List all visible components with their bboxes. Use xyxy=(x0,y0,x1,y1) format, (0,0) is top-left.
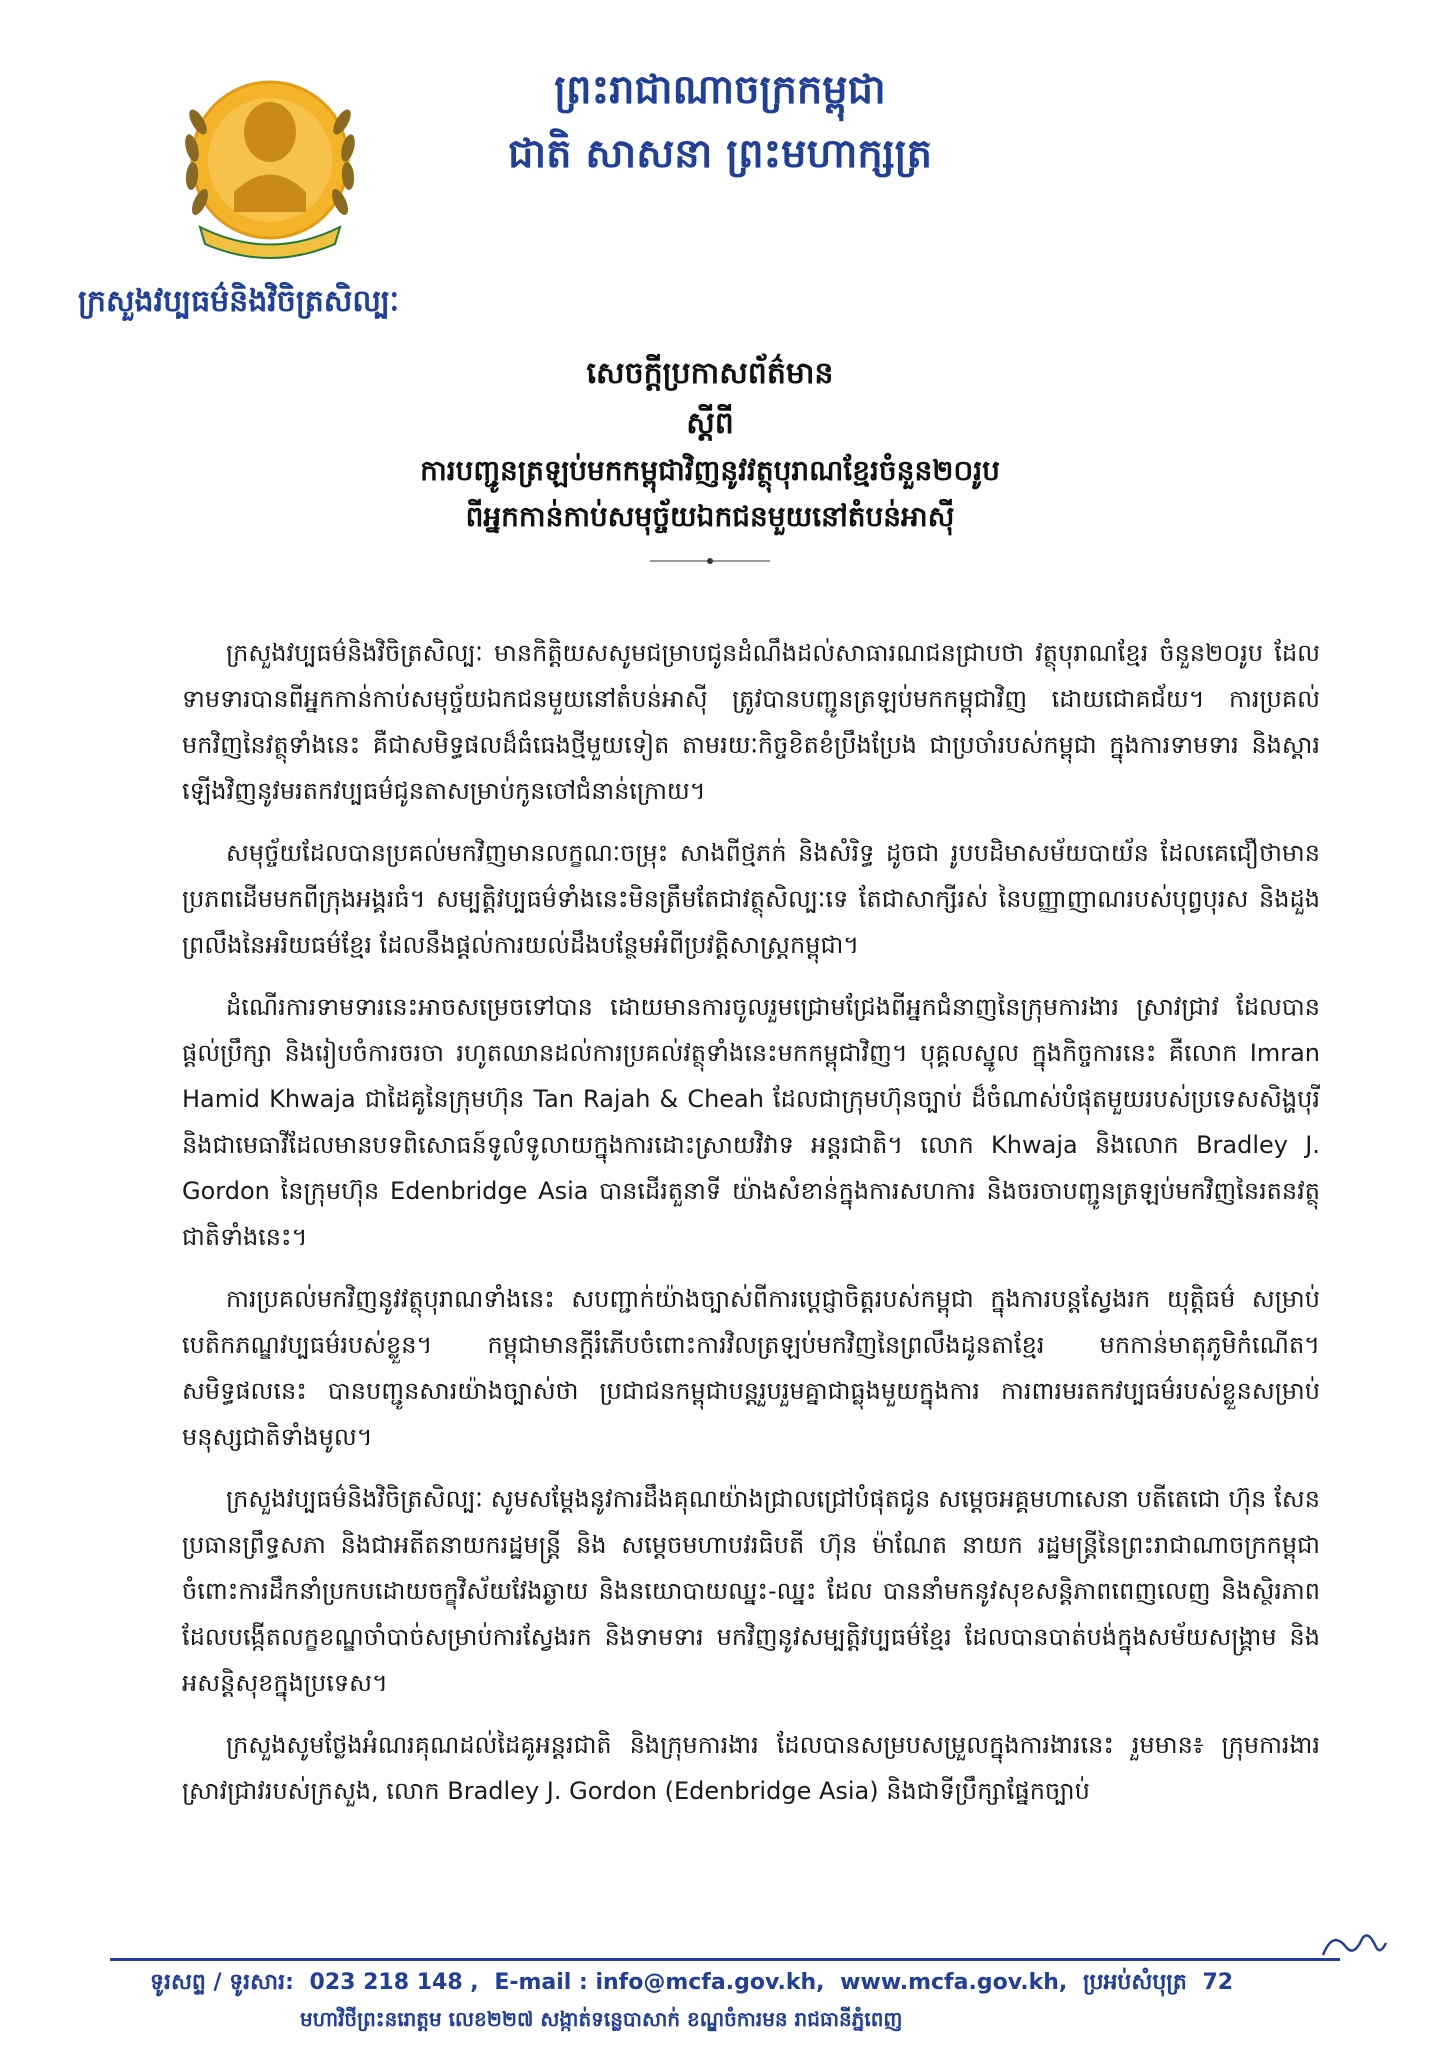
ministry-name: ក្រសួងវប្បធម៌និងវិចិត្រសិល្បៈ xyxy=(78,284,400,319)
body-paragraph: ក្រសួងវប្បធម៌និងវិចិត្រសិល្បៈ សូមសម្តែងនូវការដឹងគុណយ៉ាងជ្រាលជ្រៅបំផុតជូន សម្តេចអគ្គមហាសេនា បតីតេជោ ហ៊ុន សែន ប្រធានព្រឹទ្ធសភា និងជាអតីតនាយករដ្ឋមន្ត្រី និង សម្តេចមហាបវរធិបតី ហ៊ុន ម៉ាណែត នាយក រដ្ឋមន្ត្រីនៃព្រះរាជាណាចក្រកម្ពុជា ចំពោះការដឹកនាំប្រកបដោយចក្ខុវិស័យវែងឆ្ងាយ និងនយោបាយឈ្នះ-ឈ្នះ ដែល បាននាំមកនូវសុខសន្តិភាពពេញលេញ និងស្ថិរភាព ដែលបង្កើតលក្ខខណ្ឌចាំបាច់សម្រាប់ការស្វែងរក និងទាមទារ មកវិញនូវសម្បត្តិវប្បធម៌ខ្មែរ ដែលបានបាត់បង់ក្នុងសម័យសង្គ្រាម និងអសន្តិសុខក្នុងប្រទេស។ xyxy=(182,1485,1320,1697)
title-regarding: ស្តីពី xyxy=(686,406,734,441)
body-paragraph: សមុច្ច័យដែលបានប្រគល់មកវិញមានលក្ខណៈចម្រុះ សាងពីថ្មភក់ និងសំរិទ្ធ ដូចជា រូបបដិមាសម័យបាយ័ន ដែលគេជឿថាមានប្រភពដើមមកពីក្រុងអង្គរធំ។ សម្បត្តិវប្បធម៌ទាំងនេះមិនត្រឹមតែជាវត្ថុសិល្បៈទេ តែជាសាក្សីរស់ នៃបញ្ញាញាណរបស់បុព្វបុរស និងដួងព្រលឹងនៃអរិយធម៌ខ្មែរ ដែលនឹងផ្តល់ការយល់ដឹងបន្ថែមអំពីប្រវត្តិសាស្ត្រកម្ពុជា។ xyxy=(182,839,1320,959)
body-paragraph: ការប្រគល់មកវិញនូវវត្ថុបុរាណទាំងនេះ សបញ្ជាក់យ៉ាងច្បាស់ពីការប្តេជ្ញាចិត្តរបស់កម្ពុជា ក្នុងការបន្តស្វែងរក យុត្តិធម៌ សម្រាប់បេតិកភណ្ឌវប្បធម៌របស់ខ្លួន។ កម្ពុជាមានក្តីរំភើបចំពោះការវិលត្រឡប់មកវិញនៃព្រលឹងដូនតាខ្មែរ មកកាន់មាតុភូមិកំណើត។ សមិទ្ធផលនេះ បានបញ្ជូនសារយ៉ាងច្បាស់ថា ប្រជាជនកម្ពុជាបន្តរួបរួមគ្នាជាធ្លុងមួយក្នុងការ ការពារមរតកវប្បធម៌របស់ខ្លួនសម្រាប់មនុស្សជាតិទាំងមូល។ xyxy=(182,1285,1320,1451)
title-ornament-divider xyxy=(650,555,770,567)
kingdom-name: ព្រះរាជាណាចក្រកម្ពុជា xyxy=(554,67,886,113)
press-release-titles xyxy=(260,348,1160,540)
title-subject-continued: ពីអ្នកកាន់កាប់សមុច្ច័យឯកជនមួយនៅតំបន់អាស៊ី xyxy=(465,500,955,533)
press-release-body xyxy=(182,630,1320,1830)
footer-pobox-label: ប្រអប់សំបុត្រ xyxy=(1082,1970,1187,1995)
title-subject: ការបញ្ជូនត្រឡប់មកកម្ពុជាវិញនូវវត្ថុបុរាណខ្មែរចំនួន២០រូប xyxy=(420,454,1000,487)
footer-tel-label: ទូរសព្ទ / ទូរសារ: xyxy=(150,1970,294,1995)
national-motto: ជាតិ សាសនា ព្រះមហាក្សត្រ xyxy=(508,131,932,177)
body-paragraph: ដំណើរការទាមទារនេះអាចសម្រេចទៅបាន ដោយមានការចូលរួមជ្រោមជ្រែងពីអ្នកជំនាញនៃក្រុមការងារ ស្រាវជ្រាវ ដែលបានផ្តល់ប្រឹក្សា និងរៀបចំការចរចា រហូតឈានដល់ការប្រគល់វត្ថុទាំងនេះមកកម្ពុជាវិញ។ បុគ្គលស្នូល ក្នុងកិច្ចការនេះ គឺលោក Imran Hamid Khwaja ជាដៃគូនៃក្រុមហ៊ុន Tan Rajah & Cheah ដែលជាក្រុមហ៊ុនច្បាប់ ដ៏ចំណាស់បំផុតមួយរបស់ប្រទេសសិង្ហបុរី និងជាមេធាវីដែលមានបទពិសោធន៍ទូលំទូលាយក្នុងការដោះស្រាយវិវាទ អន្តរជាតិ។ លោក Khwaja និងលោក Bradley J. Gordon នៃក្រុមហ៊ុន Edenbridge Asia បានដើរតួនាទី យ៉ាងសំខាន់ក្នុងការសហការ និងចរចាបញ្ជូនត្រឡប់មកវិញនៃរតនវត្ថុជាតិទាំងនេះ។ xyxy=(182,993,1320,1251)
footer-email[interactable]: E-mail : info@mcfa.gov.kh, xyxy=(494,1970,825,1995)
footer-divider xyxy=(110,1958,1340,1961)
title-press-release: សេចក្តីប្រកាសព័ត៌មាន xyxy=(586,356,834,391)
initial-signature-icon xyxy=(1318,1925,1390,1965)
kingdom-header xyxy=(470,58,970,186)
ministry-emblem-icon xyxy=(170,62,370,267)
footer-address: មហាវិថីព្រះនរោត្តម លេខ២២៧ សង្កាត់ទន្លេបាសាក់ ខណ្ឌចំការមន រាជធានីភ្នំពេញ xyxy=(300,2007,903,2031)
footer-website[interactable]: www.mcfa.gov.kh, xyxy=(840,1970,1068,1995)
footer-contact xyxy=(150,1968,1330,2000)
body-paragraph: ក្រសួងសូមថ្លែងអំណរគុណដល់ដៃគូអន្តរជាតិ និងក្រុមការងារ ដែលបានសម្របសម្រួលក្នុងការងារនេះ រួមមាន៖ ក្រុមការងារស្រាវជ្រាវរបស់ក្រសួង, លោក Bradley J. Gordon (Edenbridge Asia) និងជាទីប្រឹក្សាផ្នែកច្បាប់ xyxy=(182,1731,1320,1805)
body-paragraph: ក្រសួងវប្បធម៌និងវិចិត្រសិល្បៈ មានកិត្តិយសសូមជម្រាបជូនដំណឹងដល់សាធារណជនជ្រាបថា វត្ថុបុរាណខ្មែរ ចំនួន២០រូប ដែលទាមទារបានពីអ្នកកាន់កាប់សមុច្ច័យឯកជនមួយនៅតំបន់អាស៊ី ត្រូវបានបញ្ជូនត្រឡប់មកកម្ពុជាវិញ ដោយជោគជ័យ។ ការប្រគល់មកវិញនៃវត្ថុទាំងនេះ គឺជាសមិទ្ធផលដ៏ធំធេងថ្មីមួយទៀត តាមរយៈកិច្ចខិតខំប្រឹងប្រែង ជាប្រចាំរបស់កម្ពុជា ក្នុងការទាមទារ និងស្តារឡើងវិញនូវមរតកវប្បធម៌ជូនតាសម្រាប់កូនចៅជំនាន់ក្រោយ។ xyxy=(182,639,1320,805)
footer-tel: 023 218 148 , xyxy=(309,1970,479,1995)
footer-pobox: 72 xyxy=(1202,1970,1234,1995)
